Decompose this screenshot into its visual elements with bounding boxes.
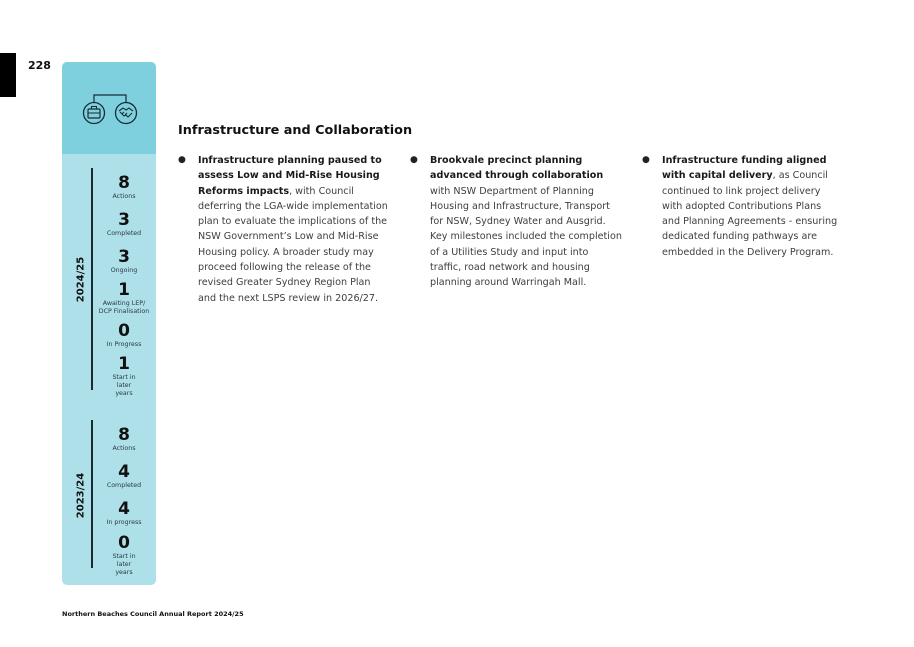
stat-ongoing: 3 Ongoing bbox=[110, 247, 138, 274]
bullet-body: , as Council continued to link project delivery with adopted Contributions Plans and Planning Agreements - ensuring dedicated funding pathways are embedded in the Delivery Program. bbox=[662, 170, 838, 258]
section-heading: Infrastructure and Collaboration bbox=[178, 123, 413, 138]
stat-later-years: 1 Start in later years bbox=[112, 354, 136, 397]
bullet-icon: ● bbox=[410, 155, 418, 165]
bullet-body: , with Council deferring the LGA-wide implementation plan to evaluate the implications of the NSW Government’s Low and Mid-Rise Housing policy. A broader study may proceed following the release of the revised Greater Sydney Region Plan and the next LSPS review in 2026/27. bbox=[198, 185, 388, 304]
stat-awaiting: 1 Awaiting LEP/ DCP Finalisation bbox=[98, 280, 150, 315]
stat-in-progress: 0 In Progress bbox=[106, 321, 142, 348]
page-tab-marker bbox=[0, 53, 16, 97]
page-footer: Northern Beaches Council Annual Report 2024/25 bbox=[62, 610, 244, 618]
stat-later-years: 0 Start in later years bbox=[112, 533, 136, 576]
stat-in-progress: 4 In progress bbox=[106, 499, 142, 526]
bullet-icon: ● bbox=[642, 155, 650, 165]
page-number: 228 bbox=[28, 59, 51, 72]
stat-completed: 3 Completed bbox=[106, 210, 142, 237]
year-block-2024-25 bbox=[62, 168, 156, 398]
bullet-body: with NSW Department of Planning Housing and Infrastructure, Transport for NSW, Sydney Water and Ausgrid. Key milestones included the completion of a Utilities Study and input into traffic, road network and housing planning around Warringah Mall. bbox=[430, 185, 622, 289]
sidebar-icon-header bbox=[62, 62, 156, 154]
stat-completed: 4 Completed bbox=[106, 462, 142, 489]
bullet-icon: ● bbox=[178, 155, 186, 165]
bullet-bold-lead: Brookvale precinct planning advanced through collaboration bbox=[430, 155, 604, 182]
year-label: 2023/24 bbox=[75, 472, 87, 519]
bullet-bold-lead: Infrastructure planning paused to assess Low and Mid-Rise Housing Reforms impacts bbox=[198, 155, 382, 197]
briefcase-icon bbox=[84, 103, 105, 124]
year-block-2023-24 bbox=[62, 420, 156, 580]
stat-actions: 8 Actions bbox=[112, 425, 136, 452]
theme-icons bbox=[82, 91, 138, 125]
bullet-bold-lead: Infrastructure funding aligned with capital delivery bbox=[662, 155, 827, 182]
handshake-icon bbox=[116, 103, 137, 124]
year-label: 2024/25 bbox=[75, 256, 87, 303]
progress-sidebar bbox=[62, 62, 156, 585]
stat-actions: 8 Actions bbox=[112, 173, 136, 200]
